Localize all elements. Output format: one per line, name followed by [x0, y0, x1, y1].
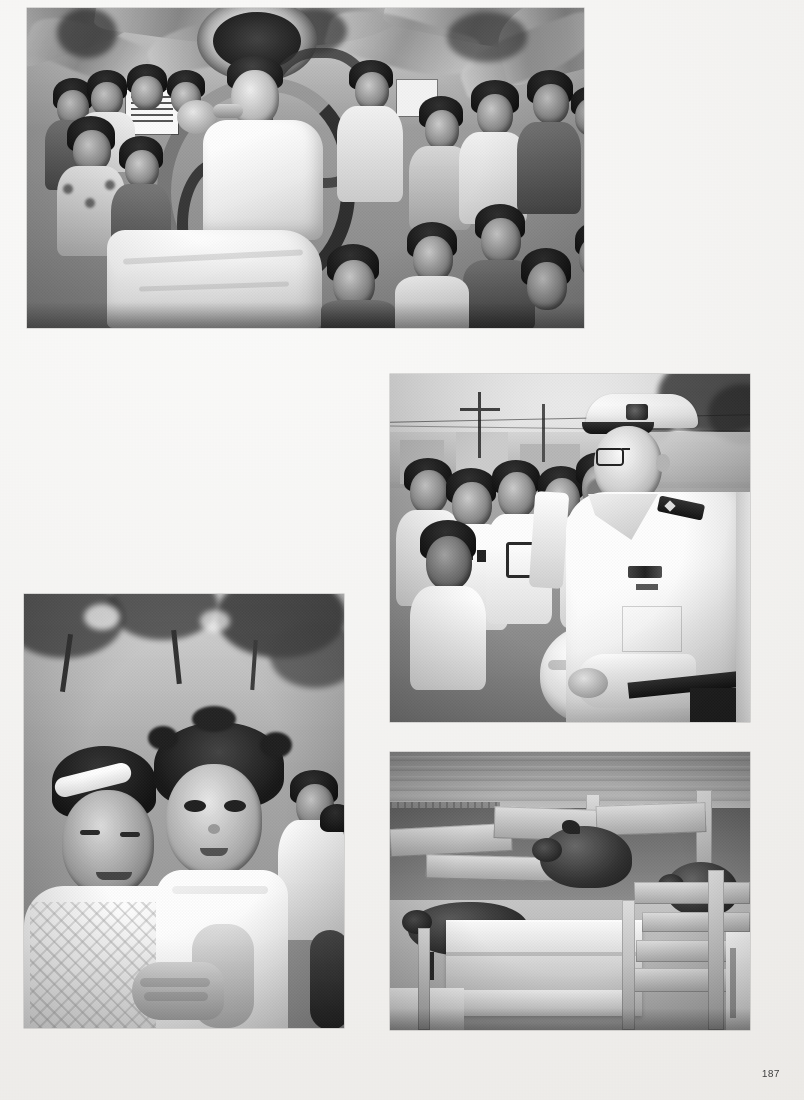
- page-number: 187: [761, 1069, 780, 1080]
- photo-band: [27, 8, 584, 328]
- photo-pigs: [390, 752, 750, 1030]
- photo-mother: [24, 594, 344, 1028]
- photo-officer: [390, 374, 750, 722]
